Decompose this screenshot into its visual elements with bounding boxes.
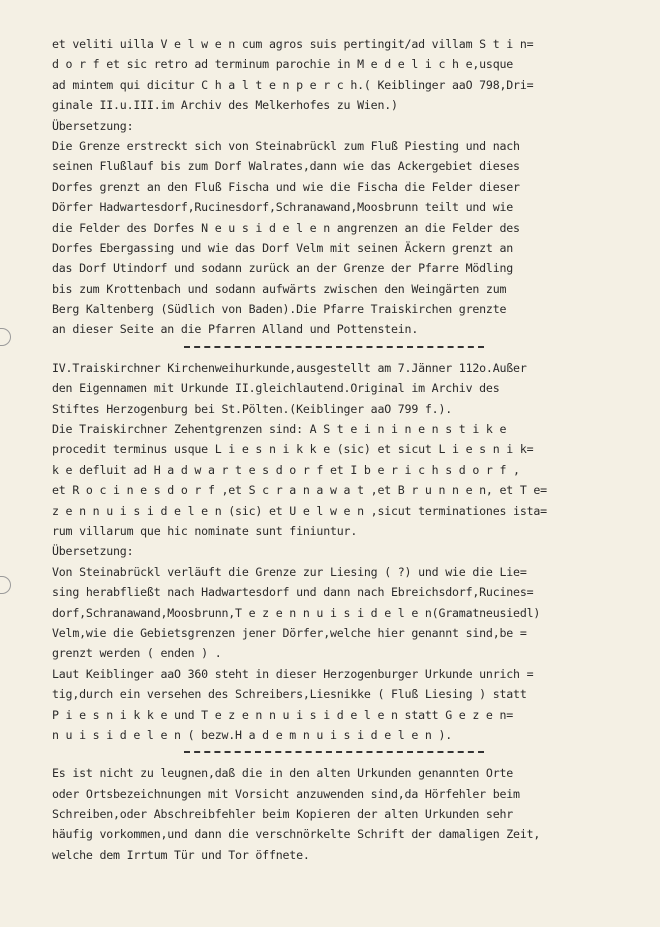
text-line: Laut Keiblinger aaO 360 steht in dieser Herzogenburger Urkunde unrich =	[52, 666, 534, 681]
text-line: z e n n u i s i d e l e n (sic) et U e l w e n ,sicut terminationes ista=	[52, 503, 547, 518]
text-line: Dörfer Hadwartesdorf,Rucinesdorf,Schranawand,Moosbrunn teilt und wie	[52, 200, 514, 215]
text-line: an dieser Seite an die Pfarren Alland und Pottenstein.	[52, 322, 419, 337]
text-line: d o r f et sic retro ad terminum parochie in M e d e l i c h e,usque	[52, 57, 514, 72]
text-line: Berg Kaltenberg (Südlich von Baden).Die Pfarre Traiskirchen grenzte	[52, 302, 507, 317]
text-line: grenzt werden ( enden ) .	[52, 646, 222, 661]
text-line: den Eigennamen mit Urkunde II.gleichlautend.Original im Archiv des	[52, 381, 500, 396]
text-line: Stiftes Herzogenburg bei St.Pölten.(Keiblinger aaO 799 f.).	[52, 401, 453, 416]
text-line: ginale II.u.III.im Archiv des Melkerhofes zu Wien.)	[52, 98, 398, 113]
text-line: Es ist nicht zu leugnen,daß die in den alten Urkunden genannten Orte	[52, 766, 514, 781]
paragraph-conclusion	[52, 763, 652, 865]
text-line: welche dem Irrtum Tür und Tor öffnete.	[52, 847, 310, 862]
text-line: IV.Traiskirchner Kirchenweihurkunde,ausgestellt am 7.Jänner 112o.Außer	[52, 360, 527, 375]
text-line: Von Steinabrückl verläuft die Grenze zur Liesing ( ?) und wie die Lie=	[52, 564, 527, 579]
paragraph-kirchenweihurkunde	[52, 358, 652, 745]
text-line: die Felder des Dorfes N e u s i d e l e n angrenzen an die Felder des	[52, 220, 520, 235]
text-line: seinen Flußlauf bis zum Dorf Walrates,dann wie das Ackergebiet dieses	[52, 159, 520, 174]
text-line: ad mintem qui dicitur C h a l t e n p e r c h.( Keiblinger aaO 798,Dri=	[52, 77, 534, 92]
text-line: Dorfes Ebergassing und wie das Dorf Velm mit seinen Äckern grenzt an	[52, 240, 514, 255]
text-line: das Dorf Utindorf und sodann zurück an der Grenze der Pfarre Mödling	[52, 261, 514, 276]
text-line: sing herabfließt nach Hadwartesdorf und dann nach Ebreichsdorf,Rucines=	[52, 585, 534, 600]
text-line: P i e s n i k k e und T e z e n n u i s i d e l e n statt G e z e n=	[52, 707, 514, 722]
text-line: Velm,wie die Gebietsgrenzen jener Dörfer,welche hier genannt sind,be =	[52, 625, 527, 640]
section-heading: Übersetzung:	[52, 544, 134, 559]
text-line: et veliti uilla V e l w e n cum agros suis pertingit/ad villam S t i n=	[52, 37, 534, 51]
document-text	[52, 34, 652, 865]
paragraph-charter-excerpt	[52, 34, 652, 340]
section-divider	[184, 751, 484, 753]
text-line: Die Grenze erstreckt sich von Steinabrückl zum Fluß Piesting und nach	[52, 138, 520, 153]
text-line: procedit terminus usque L i e s n i k k e (sic) et sicut L i e s n i k=	[52, 442, 534, 457]
section-heading: Übersetzung:	[52, 118, 134, 133]
text-line: tig,durch ein versehen des Schreibers,Liesnikke ( Fluß Liesing ) statt	[52, 687, 527, 702]
text-line: häufig vorkommen,und dann die verschnörkelte Schrift der damaligen Zeit,	[52, 827, 541, 842]
text-line: n u i s i d e l e n ( bezw.H a d e m n u i s i d e l e n ).	[52, 727, 453, 742]
text-line: oder Ortsbezeichnungen mit Vorsicht anzuwenden sind,da Hörfehler beim	[52, 786, 520, 801]
text-line: Dorfes grenzt an den Fluß Fischa und wie die Fischa die Felder dieser	[52, 179, 520, 194]
text-line: rum villarum que hic nominate sunt finiuntur.	[52, 523, 358, 538]
text-line: k e defluit ad H a d w a r t e s d o r f et I b e r i c h s d o r f ,	[52, 462, 520, 477]
text-line: dorf,Schranawand,Moosbrunn,T e z e n n u i s i d e l e n(Gramatneusiedl)	[52, 605, 541, 620]
punch-hole-mark	[0, 328, 11, 346]
text-line: Die Traiskirchner Zehentgrenzen sind: A S t e i n i n e n s t i k e	[52, 422, 507, 437]
text-line: bis zum Krottenbach und sodann aufwärts zwischen den Weingärten zum	[52, 281, 507, 296]
text-line: et R o c i n e s d o r f ,et S c r a n a w a t ,et B r u n n e n, et T e=	[52, 483, 547, 498]
punch-hole-mark	[0, 576, 11, 594]
text-line: Schreiben,oder Abschreibfehler beim Kopieren der alten Urkunden sehr	[52, 807, 514, 822]
section-divider	[184, 346, 484, 348]
